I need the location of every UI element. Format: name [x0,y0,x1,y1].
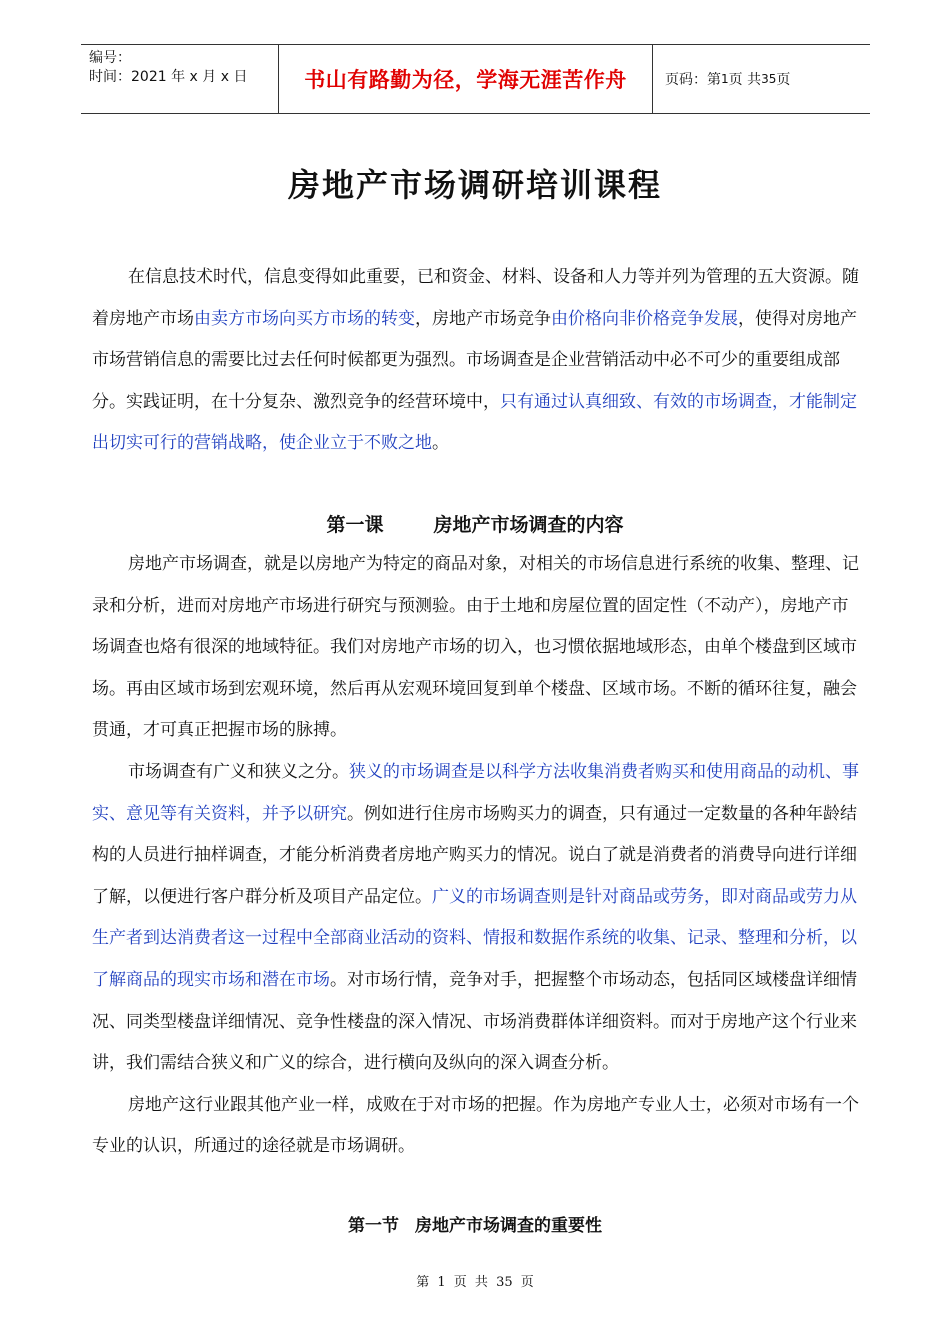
page-prefix: 页码：第 [665,72,721,88]
intro-text-4: 。 [432,433,449,454]
page-mid: 页 共 [728,72,762,88]
para2-text-1: 市场调查有广义和狭义之分。 [128,761,349,782]
intro-text-3: ，使得对房地产市场营销信息的需要比过去任何时候都更为强烈。市场调查是企业营销活动中必不可少的重要组成部分。实践证明，在十分复杂、激烈竞争的经营环境中， [92,308,857,412]
intro-paragraph [92,257,860,465]
paragraph-3: 房地产这行业跟其他产业一样，成败在于对市场的把握。作为房地产专业人士，必须对市场有一个专业的认识，所通过的途径就是市场调研。 [92,1094,859,1157]
intro-text-2: ，房地产市场竞争 [415,308,551,329]
time-label: 时间：2021 年 x 月 x 日 [89,69,248,85]
footer-prefix: 第 [416,1275,430,1290]
header-motto-cell [279,45,653,113]
footer-page-number: 1 [437,1275,446,1290]
para2-text-2: 。例如进行住房市场购买力的调查，只有通过一定数量的各种年龄结构的人员进行抽样调查，才能分析消费者房地产购买力的情况。说白了就是消费者的消费导向进行详细了解，以便进行客户群分析及项目产品定位。 [92,803,857,907]
lesson-label: 第一课 [326,514,384,536]
intro-highlight-2: 由价格向非价格竞争发展 [551,308,738,329]
footer-suffix: 页 [520,1275,534,1290]
paragraph-1: 房地产市场调查，就是以房地产为特定的商品对象，对相关的市场信息进行系统的收集、整理、记录和分析，进而对房地产市场进行研究与预测验。由于土地和房屋位置的固定性（不动产），房地产市场调查也烙有很深的地域特征。我们对房地产市场的切入，也习惯依据地域形态，由单个楼盘到区域市场。再由区域市场到宏观环境，然后再从宏观环境回复到单个楼盘、区域市场。不断的循环往复，融会贯通，才可真正把握市场的脉搏。 [92,554,859,741]
footer-page-total: 35 [496,1275,513,1290]
lesson-heading [0,510,950,537]
section-label: 第一节 [348,1216,399,1236]
para2-highlight-2: 广义的市场调查则是针对商品或劳务，即对商品或劳力从生产者到达消费者这一过程中全部商业活动的资料、情报和数据作系统的收集、记录、整理和分析，以了解商品的现实市场和潜在市场 [92,886,857,990]
document-title: 房地产市场调研培训课程 [287,166,662,204]
page-suffix: 页 [776,72,791,88]
intro-highlight-1: 由卖方市场向买方市场的转变 [194,308,415,329]
header-page-info [653,45,870,113]
section-title: 房地产市场调查的重要性 [415,1216,602,1236]
motto: 书山有路勤为径，学海无涯苦作舟 [304,68,627,92]
number-label: 编号： [89,50,131,66]
lesson-body [92,544,860,1168]
para2-highlight-1: 狭义的市场调查是以科学方法收集消费者购买和使用商品的动机、事实、意见等有关资料，并予以研究 [92,761,859,824]
lesson-title: 房地产市场调查的内容 [433,514,624,536]
section-heading [0,1211,950,1236]
intro-text-1: 在信息技术时代，信息变得如此重要，已和资金、材料、设备和人力等并列为管理的五大资源。随着房地产市场 [92,267,859,329]
page-total: 35 [761,72,777,86]
page-header [81,44,870,114]
page-footer [0,1271,950,1290]
footer-mid: 页 共 [453,1275,488,1290]
header-meta [81,45,279,113]
para2-text-3: 。对市场行情，竞争对手，把握整个市场动态，包括同区域楼盘详细情况、同类型楼盘详细情况、竞争性楼盘的深入情况、市场消费群体详细资料。而对于房地产这个行业来讲，我们需结合狭义和广义的综合，进行横向及纵向的深入调查分析。 [92,969,857,1074]
intro-highlight-3: 只有通过认真细致、有效的市场调查，才能制定出切实可行的营销战略，使企业立于不败之地 [92,391,857,454]
page-number: 1 [721,72,729,86]
